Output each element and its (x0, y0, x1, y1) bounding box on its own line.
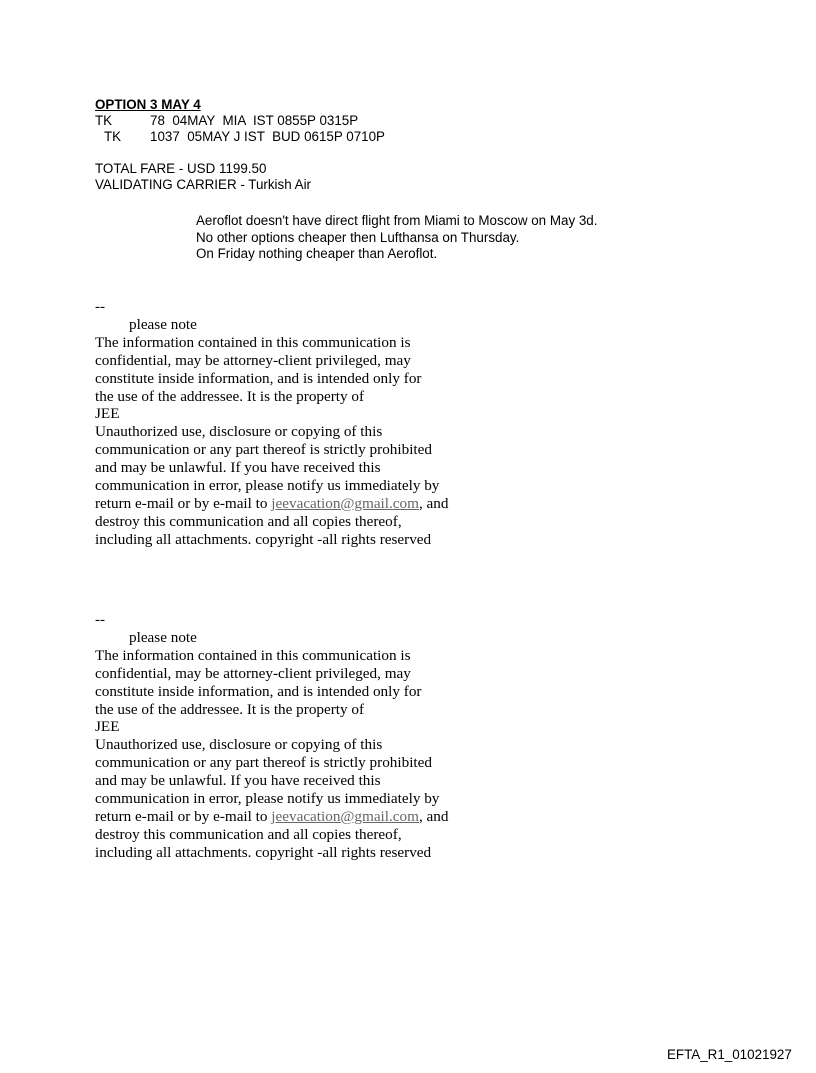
note-line: No other options cheaper then Lufthansa on Thursday. (196, 229, 520, 245)
disclaimer-intro: please note (129, 315, 197, 333)
disclaimer-line (95, 808, 448, 826)
disclaimer-line: including all attachments. copyright -all rights reserved (95, 843, 432, 861)
email-prefix: return e-mail or by e-mail to (95, 494, 272, 512)
signature-separator: -- (95, 611, 106, 628)
disclaimer-line: constitute inside information, and is intended only for (95, 369, 422, 387)
disclaimer-line: the use of the addressee. It is the property of (95, 387, 365, 405)
disclaimer-line: Unauthorized use, disclosure or copying of this (95, 736, 383, 754)
flight-details: 1037 05MAY J IST BUD 0615P 0710P (150, 129, 385, 144)
disclaimer-block (95, 611, 448, 862)
disclaimer-line: and may be unlawful. If you have received this (95, 772, 381, 790)
total-fare: TOTAL FARE - USD 1199.50 (95, 161, 267, 176)
email-suffix: , and (418, 807, 449, 825)
disclaimer-line: including all attachments. copyright -all rights reserved (95, 530, 432, 548)
notes-block (196, 213, 597, 263)
email-link[interactable]: jeevacation@gmail.com (271, 807, 419, 825)
signature-separator: -- (95, 298, 106, 315)
email-prefix: return e-mail or by e-mail to (95, 807, 272, 825)
disclaimer-line: the use of the addressee. It is the property of (95, 700, 365, 718)
validating-carrier: VALIDATING CARRIER - Turkish Air (95, 177, 312, 192)
option-heading: OPTION 3 MAY 4 (95, 97, 201, 112)
disclaimer-line: JEE (95, 718, 120, 736)
note-line: On Friday nothing cheaper than Aeroflot. (196, 246, 438, 261)
itinerary-block (95, 97, 385, 193)
document-id: EFTA_R1_01021927 (667, 1047, 792, 1062)
disclaimer-line: communication or any part thereof is strictly prohibited (95, 441, 432, 459)
disclaimer-line: constitute inside information, and is intended only for (95, 682, 422, 700)
flight-details: 78 04MAY MIA IST 0855P 0315P (150, 113, 359, 128)
disclaimer-line: The information contained in this communication is (95, 333, 411, 351)
disclaimer-line (95, 495, 448, 513)
flight-row (95, 129, 385, 145)
disclaimer-intro: please note (129, 628, 197, 646)
disclaimer-block (95, 298, 448, 549)
disclaimer-line: confidential, may be attorney-client privileged, may (95, 664, 411, 682)
disclaimer-line: and may be unlawful. If you have received this (95, 459, 381, 477)
disclaimer-line: The information contained in this communication is (95, 646, 411, 664)
email-suffix: , and (418, 494, 449, 512)
disclaimer-line: destroy this communication and all copies thereof, (95, 512, 402, 530)
disclaimer-line: communication in error, please notify us immediately by (95, 790, 440, 808)
disclaimer-line: confidential, may be attorney-client privileged, may (95, 351, 411, 369)
disclaimer-line: Unauthorized use, disclosure or copying of this (95, 423, 383, 441)
disclaimer-line: destroy this communication and all copies thereof, (95, 825, 402, 843)
disclaimer-line: JEE (95, 405, 120, 423)
flight-airline: TK (95, 113, 113, 128)
note-line: Aeroflot doesn't have direct flight from Miami to Moscow on May 3d. (196, 213, 598, 228)
disclaimer-line: communication or any part thereof is strictly prohibited (95, 754, 432, 772)
flight-row (95, 113, 385, 129)
flight-airline: TK (104, 129, 122, 144)
disclaimer-line: communication in error, please notify us immediately by (95, 477, 440, 495)
email-link[interactable]: jeevacation@gmail.com (271, 494, 419, 512)
